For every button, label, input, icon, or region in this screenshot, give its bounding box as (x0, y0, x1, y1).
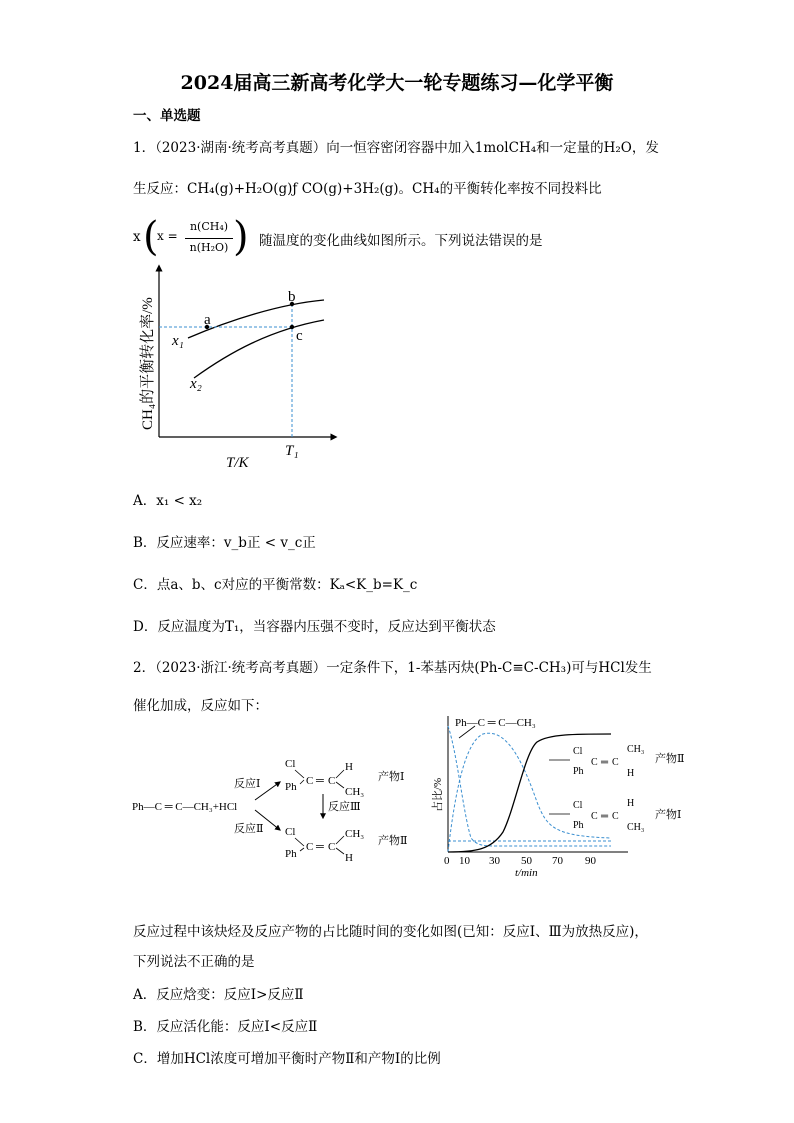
q1-option-c: C．点a、b、c对应的平衡常数：Kₐ<K_b=K_c (133, 577, 418, 593)
plot-x-tick-label: 0 (444, 855, 450, 867)
label-reaction-1: 反应Ⅰ (234, 778, 261, 790)
plot-structure-product-1 (573, 798, 644, 833)
plot-x-tick-label: 50 (521, 855, 532, 867)
svg-text:H: H (345, 761, 353, 773)
reactant: Ph—C ═ C—CH₃+HCl (132, 801, 238, 813)
q1-x-equals: x = (157, 229, 178, 243)
label-x2: x₂ (190, 376, 202, 392)
q1-conversion-chart (130, 262, 350, 472)
plot-x-label: t/min (515, 867, 538, 879)
right-paren-glyph: ) (233, 214, 249, 260)
svg-text:H: H (627, 768, 635, 779)
label-product-2: 产物Ⅱ (378, 835, 408, 847)
plot-x-tick-label: 10 (459, 855, 470, 867)
left-paren-glyph: ( (143, 214, 159, 260)
q2-line2: 催化加成，反应如下： (133, 698, 268, 714)
q2-ratio-plot (425, 712, 705, 882)
svg-text:═: ═ (601, 811, 609, 822)
svg-text:Ph: Ph (285, 848, 297, 860)
svg-text:Cl: Cl (573, 746, 583, 757)
label-reaction-3: 反应Ⅲ (328, 801, 361, 813)
q1-option-a: A．x₁ < x₂ (133, 493, 203, 509)
plot-x-tick-label: 30 (489, 855, 500, 867)
label-c: c (296, 328, 303, 344)
svg-text:C: C (591, 811, 598, 822)
curve-product-2 (448, 734, 611, 852)
label-t1: T₁ (285, 443, 299, 459)
y-axis-label: CH₄的平衡转化率/% (140, 297, 156, 430)
svg-text:CH₃: CH₃ (627, 822, 645, 833)
svg-text:C: C (591, 757, 598, 768)
plot-y-label: 占比/% (432, 777, 444, 812)
plot-structure-product-2 (573, 744, 644, 779)
curve-product-1 (448, 733, 611, 852)
q1-option-b: B．反应速率：v_b正 < v_c正 (133, 535, 316, 551)
fraction-numerator: n(CH₄) (189, 220, 229, 233)
q2-option-c: C．增加HCl浓度可增加平衡时产物Ⅱ和产物Ⅰ的比例 (133, 1051, 441, 1067)
q2-line1: 2．（2023·浙江·统考高考真题）一定条件下，1-苯基丙炔(Ph-C≡C-CH₃)可与HCl发生 (133, 660, 652, 676)
svg-text:Cl: Cl (285, 758, 296, 770)
svg-text:C: C (612, 757, 619, 768)
svg-text:C: C (328, 775, 336, 787)
q2-line3: 反应过程中该炔烃及反应产物的占比随时间的变化如图(已知：反应Ⅰ、Ⅲ为放热反应)， (133, 924, 648, 940)
svg-text:H: H (627, 798, 635, 809)
plot-x-tick-label: 70 (552, 855, 563, 867)
x-axis-label: T/K (226, 455, 249, 471)
svg-text:Cl: Cl (285, 826, 296, 838)
q1-line2: 生反应：CH₄(g)+H₂O(g)ƒ CO(g)+3H₂(g)。CH₄的平衡转化率按不同投料比 (133, 181, 602, 197)
fraction-denominator: n(H₂O) (189, 241, 229, 254)
section-heading: 一、单选题 (133, 108, 201, 124)
q2-line4: 下列说法不正确的是 (133, 954, 255, 970)
svg-text:Cl: Cl (573, 800, 583, 811)
svg-text:H: H (345, 852, 353, 864)
structure-product-1 (285, 758, 364, 798)
svg-text:CH₃: CH₃ (345, 828, 365, 840)
svg-text:C: C (328, 841, 336, 853)
svg-text:C: C (612, 811, 619, 822)
q1-line3-text: 随温度的变化曲线如图所示。下列说法错误的是 (259, 233, 543, 249)
svg-text:Ph: Ph (285, 781, 297, 793)
svg-text:CH₃: CH₃ (345, 786, 365, 798)
label-a: a (204, 312, 211, 328)
svg-text:═: ═ (316, 841, 324, 853)
label-reaction-2: 反应Ⅱ (234, 823, 264, 835)
q1-option-d: D．反应温度为T₁，当容器内压强不变时，反应达到平衡状态 (133, 619, 496, 635)
label-x1: x₁ (172, 333, 184, 349)
svg-text:C: C (306, 775, 314, 787)
svg-text:CH₃: CH₃ (627, 744, 645, 755)
plot-x-ticks (444, 855, 597, 867)
svg-text:═: ═ (601, 757, 609, 768)
plot-label-product-1: 产物Ⅰ (655, 809, 682, 821)
plot-x-tick-label: 90 (585, 855, 596, 867)
svg-text:C: C (306, 841, 314, 853)
reaction-scheme (130, 740, 430, 870)
curve-x2 (194, 320, 324, 378)
q2-option-a: A．反应焓变：反应Ⅰ>反应Ⅱ (133, 987, 304, 1003)
svg-text:Ph: Ph (573, 766, 584, 777)
q1-line1: 1．（2023·湖南·统考高考真题）向一恒容密闭容器中加入1molCH₄和一定量的H₂O，发 (133, 140, 659, 156)
page-title: 2024届高三新高考化学大一轮专题练习—化学平衡 (180, 72, 614, 94)
label-b: b (288, 289, 296, 305)
q2-option-b: B．反应活化能：反应Ⅰ<反应Ⅱ (133, 1019, 318, 1035)
svg-text:Ph: Ph (573, 820, 584, 831)
plot-label-product-2: 产物Ⅱ (655, 753, 685, 765)
fraction-bar (185, 238, 233, 239)
label-product-1: 产物Ⅰ (378, 771, 405, 783)
svg-text:═: ═ (316, 775, 324, 787)
plot-label-alkyne: Ph—C ═ C—CH₃ (455, 717, 536, 729)
point-c (290, 325, 294, 329)
structure-product-2 (285, 826, 364, 864)
q1-x-symbol: x (133, 229, 141, 245)
